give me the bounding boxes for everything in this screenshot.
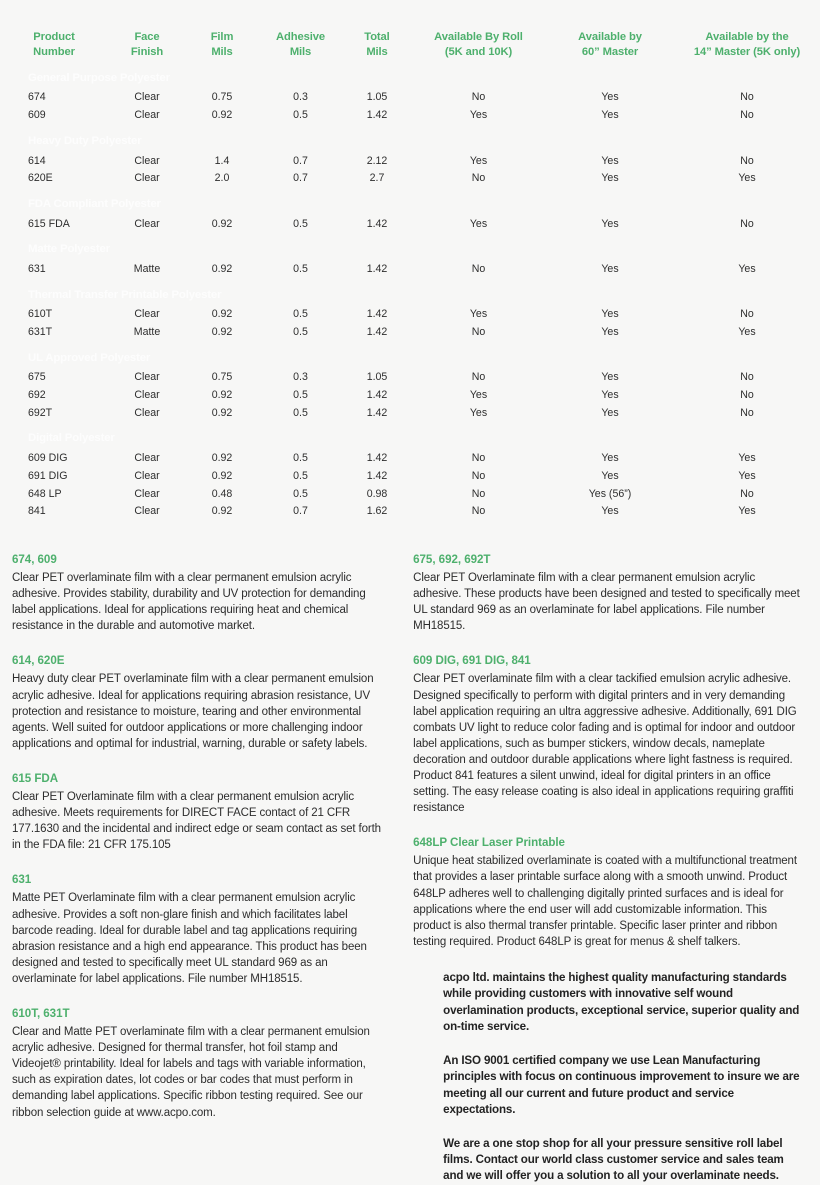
- cell-available-by-14-master: No: [740, 154, 754, 167]
- column-header-line2: Mils: [289, 45, 312, 58]
- product-description-title: 648LP Clear Laser Printable: [413, 836, 565, 850]
- cell-available-by-14-master: No: [740, 371, 754, 384]
- cell-available-by-14-master: No: [740, 109, 754, 122]
- cell-film-mils: 0.48: [211, 487, 233, 500]
- cell-face-finish: Clear: [134, 308, 160, 321]
- cell-film-mils: 1.4: [214, 154, 230, 167]
- product-description-block: [12, 653, 389, 752]
- cell-face-finish: Matte: [133, 325, 161, 338]
- cell-adhesive-mils: 0.5: [293, 308, 308, 321]
- cell-available-by-60-master: Yes: [601, 452, 619, 465]
- company-statement: acpo ltd. maintains the highest quality manufacturing standards while providing customers with innovative self wound overlamination products, exceptional service, superior quality and on-time service.: [443, 970, 800, 1034]
- product-description-body: Clear and Matte PET overlaminate film with a clear permanent emulsion acrylic adhesive. Designed for thermal transfer, hot foil stamp and Videojet® printability. Ideal for labels and tags with variable information, such as expiration dates, lot codes or bar codes that must perform in demanding label applications. Specific ribbon testing required. See our ribbon selection guide at www.acpo.com.: [12, 1026, 370, 1119]
- cell-available-by-60-master: Yes: [601, 109, 619, 122]
- cell-available-by-roll: Yes: [469, 217, 488, 230]
- cell-available-by-60-master: Yes: [601, 469, 619, 482]
- column-header-available-by-14-master: [674, 30, 820, 67]
- product-description-title: 674, 609: [12, 552, 57, 566]
- company-statements: [413, 970, 802, 1185]
- cell-available-by-60-master: Yes: [601, 172, 619, 185]
- product-descriptions-area: [0, 526, 820, 1185]
- product-description-block: [413, 835, 802, 950]
- cell-total-mils: 1.42: [366, 262, 388, 275]
- descriptions-right-column: [407, 552, 802, 1185]
- table-row: [0, 468, 820, 486]
- product-description-block: [413, 552, 802, 634]
- column-header-line1: Available By Roll: [434, 31, 523, 43]
- column-header-line1: Product: [33, 31, 75, 43]
- cell-film-mils: 0.75: [211, 371, 233, 384]
- cell-total-mils: 2.12: [366, 154, 388, 167]
- cell-available-by-14-master: Yes: [738, 325, 756, 338]
- cell-available-by-roll: No: [471, 172, 486, 185]
- cell-adhesive-mils: 0.5: [293, 389, 308, 402]
- cell-total-mils: 1.42: [366, 452, 388, 465]
- table-row: [0, 450, 820, 468]
- cell-product-number: 609 DIG: [28, 452, 68, 465]
- cell-product-number: 841: [28, 505, 46, 518]
- table-row: [0, 405, 820, 423]
- column-header-line2: Number: [33, 45, 75, 58]
- product-description-block: [12, 872, 389, 987]
- table-row: [0, 89, 820, 107]
- column-header-line2: 60” Master: [581, 45, 639, 58]
- product-specification-table: [0, 30, 820, 526]
- cell-product-number: 674: [28, 91, 46, 104]
- cell-face-finish: Matte: [133, 262, 161, 275]
- product-description-body: Clear PET overlaminate film with a clear tackified emulsion acrylic adhesive. Designed specifically to perform with digital printers and in very demanding label application requiring an ultra aggressive adhesive. Additionally, 691 DIG combats UV light to reduce color fading and is optimal for indoor and outdoor label applications, such as bumper stickers, window decals, nameplate decoration and outdoor durable applications where light fastness is required. Product 841 features a silent unwind, ideal for digital printers in an office setting. The easy release coating is also ideal in applications requiring graffiti resistance: [413, 673, 797, 815]
- cell-adhesive-mils: 0.7: [293, 505, 308, 518]
- column-header-line2: Mils: [211, 45, 233, 58]
- product-description-body: Unique heat stabilized overlaminate is coated with a multifunctional treatment that provides a laser printable surface along with a smooth unwind. Product 648LP adheres well to challenging digitally printed surfaces and is ideal for applications where the end user will add customizable information. This product is also thermal transfer printable. Specific laser printer and ribbon testing required. Product 648LP is great for menus & shelf talkers.: [413, 855, 797, 948]
- cell-face-finish: Clear: [134, 406, 160, 419]
- column-header-adhesive-mils: [258, 30, 343, 67]
- cell-product-number: 692: [28, 389, 46, 402]
- cell-available-by-roll: No: [471, 371, 486, 384]
- column-header-line1: Available by the: [705, 31, 789, 43]
- cell-available-by-roll: Yes: [469, 154, 488, 167]
- table-body: [0, 67, 820, 526]
- cell-available-by-60-master: Yes: [601, 154, 619, 167]
- cell-available-by-roll: Yes: [469, 308, 488, 321]
- table-group-heading: Heavy Duty Polyester: [28, 134, 142, 147]
- cell-adhesive-mils: 0.5: [293, 469, 308, 482]
- cell-available-by-60-master: Yes: [601, 262, 619, 275]
- cell-film-mils: 0.92: [211, 389, 233, 402]
- cell-available-by-roll: No: [471, 325, 486, 338]
- table-row: [0, 369, 820, 387]
- cell-film-mils: 0.92: [211, 262, 233, 275]
- product-description-block: [12, 552, 389, 634]
- cell-available-by-roll: No: [471, 487, 486, 500]
- cell-total-mils: 2.7: [369, 172, 385, 185]
- product-description-title: 609 DIG, 691 DIG, 841: [413, 654, 531, 668]
- cell-available-by-roll: No: [471, 505, 486, 518]
- cell-face-finish: Clear: [134, 154, 160, 167]
- column-header-line1: Available by: [578, 31, 642, 43]
- product-description-title: 614, 620E: [12, 654, 65, 668]
- cell-available-by-14-master: No: [740, 91, 754, 104]
- cell-total-mils: 1.42: [366, 389, 388, 402]
- cell-face-finish: Clear: [134, 371, 160, 384]
- column-header-film-mils: [186, 30, 258, 67]
- cell-available-by-14-master: Yes: [738, 452, 756, 465]
- column-header-total-mils: [343, 30, 411, 67]
- product-description-block: [12, 1006, 389, 1121]
- column-header-line1: Face: [134, 31, 160, 43]
- product-description-body: Clear PET Overlaminate film with a clear permanent emulsion acrylic adhesive. These products have been designed and tested to specifically meet UL standard 969 as an overlaminate for label applications. File number MH18515.: [413, 572, 800, 633]
- cell-face-finish: Clear: [134, 452, 160, 465]
- cell-film-mils: 0.92: [211, 452, 233, 465]
- cell-product-number: 610T: [28, 308, 53, 321]
- table-group-heading-row: [0, 67, 820, 90]
- cell-available-by-60-master: Yes: [601, 217, 619, 230]
- product-description-title: 675, 692, 692T: [413, 552, 491, 566]
- table-group-heading: FDA Compliant Polyester: [28, 197, 161, 210]
- cell-product-number: 648 LP: [28, 487, 62, 500]
- table-group-heading-row: [0, 284, 820, 307]
- product-description-title: 610T, 631T: [12, 1006, 70, 1020]
- cell-available-by-roll: Yes: [469, 406, 488, 419]
- cell-film-mils: 0.92: [211, 406, 233, 419]
- table-row: [0, 107, 820, 125]
- table-row: [0, 170, 820, 188]
- cell-face-finish: Clear: [134, 389, 160, 402]
- descriptions-left-column: [12, 552, 407, 1185]
- table-group-heading-row: [0, 130, 820, 153]
- cell-adhesive-mils: 0.5: [293, 325, 308, 338]
- cell-face-finish: Clear: [134, 505, 160, 518]
- cell-total-mils: 1.05: [366, 371, 388, 384]
- table-group-heading: Digital Polyester: [28, 432, 115, 445]
- cell-adhesive-mils: 0.3: [293, 91, 308, 104]
- column-header-available-by-roll: [411, 30, 546, 67]
- cell-film-mils: 2.0: [214, 172, 230, 185]
- cell-film-mils: 0.92: [211, 217, 233, 230]
- cell-available-by-14-master: No: [740, 487, 754, 500]
- cell-available-by-roll: Yes: [469, 389, 488, 402]
- cell-total-mils: 1.42: [366, 109, 388, 122]
- column-header-line2: 14” Master (5K only): [693, 45, 801, 58]
- cell-face-finish: Clear: [134, 469, 160, 482]
- cell-total-mils: 1.42: [366, 469, 388, 482]
- table-group-heading-row: [0, 238, 820, 261]
- column-header-line2: Finish: [130, 45, 164, 58]
- table-row: [0, 324, 820, 342]
- product-description-title: 631: [12, 873, 32, 887]
- cell-adhesive-mils: 0.5: [293, 452, 308, 465]
- cell-available-by-roll: No: [471, 262, 486, 275]
- cell-available-by-14-master: No: [740, 389, 754, 402]
- table-group-heading: General Purpose Polyester: [28, 71, 170, 84]
- table-row: [0, 306, 820, 324]
- table-row: [0, 387, 820, 405]
- table-group-heading: UL Approved Polyester: [28, 351, 151, 364]
- cell-product-number: 609: [28, 109, 46, 122]
- cell-adhesive-mils: 0.7: [293, 154, 308, 167]
- cell-available-by-60-master: Yes: [601, 91, 619, 104]
- cell-available-by-60-master: Yes: [601, 325, 619, 338]
- cell-available-by-14-master: No: [740, 217, 754, 230]
- cell-available-by-14-master: Yes: [738, 172, 756, 185]
- table-row: [0, 216, 820, 234]
- cell-available-by-roll: No: [471, 469, 486, 482]
- column-header-line2: (5K and 10K): [444, 45, 513, 58]
- cell-face-finish: Clear: [134, 217, 160, 230]
- cell-total-mils: 1.42: [366, 325, 388, 338]
- column-header-line1: Film: [210, 31, 234, 43]
- cell-available-by-60-master: Yes: [601, 505, 619, 518]
- cell-product-number: 614: [28, 154, 46, 167]
- cell-available-by-14-master: No: [740, 308, 754, 321]
- company-statement: We are a one stop shop for all your pressure sensitive roll label films. Contact our world class customer service and sales team and we will offer you a solution to all your overlaminate needs.: [443, 1136, 784, 1183]
- cell-film-mils: 0.92: [211, 308, 233, 321]
- product-description-block: [413, 653, 802, 816]
- cell-total-mils: 1.05: [366, 91, 388, 104]
- cell-available-by-14-master: Yes: [738, 469, 756, 482]
- table-row: [0, 503, 820, 521]
- cell-product-number: 675: [28, 371, 46, 384]
- cell-total-mils: 1.42: [366, 217, 388, 230]
- column-header-line1: Adhesive: [276, 31, 325, 43]
- cell-available-by-14-master: No: [740, 406, 754, 419]
- column-header-face-finish: [108, 30, 186, 67]
- cell-total-mils: 0.98: [366, 487, 388, 500]
- cell-face-finish: Clear: [134, 487, 160, 500]
- cell-adhesive-mils: 0.3: [293, 371, 308, 384]
- cell-available-by-60-master: Yes (56”): [588, 487, 632, 500]
- cell-available-by-14-master: Yes: [738, 262, 756, 275]
- table-row: [0, 152, 820, 170]
- product-description-block: [12, 771, 389, 853]
- cell-available-by-60-master: Yes: [601, 406, 619, 419]
- cell-adhesive-mils: 0.7: [293, 172, 308, 185]
- cell-film-mils: 0.92: [211, 505, 233, 518]
- cell-adhesive-mils: 0.5: [293, 217, 308, 230]
- column-header-product-number: [0, 30, 108, 67]
- table-group-heading-row: [0, 427, 820, 450]
- product-spec-sheet-page: [0, 30, 820, 1183]
- cell-total-mils: 1.62: [366, 505, 388, 518]
- table-header-row: [0, 30, 820, 67]
- cell-product-number: 692T: [28, 406, 53, 419]
- cell-adhesive-mils: 0.5: [293, 406, 308, 419]
- column-header-available-by-60-master: [546, 30, 674, 67]
- cell-product-number: 615 FDA: [28, 217, 70, 230]
- product-description-body: Clear PET overlaminate film with a clear permanent emulsion acrylic adhesive. Provides stability, durability and UV protection for demanding label applications. Ideal for applications requiring heat and chemical resistance in the durable and automotive market.: [12, 572, 366, 633]
- column-header-line2: Mils: [366, 45, 388, 58]
- cell-adhesive-mils: 0.5: [293, 109, 308, 122]
- product-description-body: Clear PET Overlaminate film with a clear permanent emulsion acrylic adhesive. Meets requirements for DIRECT FACE contact of 21 CFR 177.1630 and the incidental and indirect edge or seam contact as set forth in the FDA file: 21 CFR 175.105: [12, 790, 381, 852]
- cell-total-mils: 1.42: [366, 308, 388, 321]
- cell-available-by-roll: Yes: [469, 109, 488, 122]
- product-description-body: Heavy duty clear PET overlaminate film with a clear permanent emulsion acrylic adhesive. Ideal for applications requiring abrasion resistance, UV protection and resistance to moisture, tearing and other environmental agents. Well suited for outdoor applications or more challenging indoor applications and optimal for industrial, warning, durable or safety labels.: [12, 673, 374, 750]
- cell-product-number: 631T: [28, 325, 53, 338]
- column-header-line1: Total: [364, 31, 390, 43]
- table-header: [0, 30, 820, 67]
- cell-product-number: 620E: [28, 172, 53, 185]
- company-statement: An ISO 9001 certified company we use Lean Manufacturing principles with focus on continuous improvement to insure we are meeting all our current and future product and service expectations.: [443, 1053, 800, 1117]
- cell-available-by-roll: No: [471, 452, 486, 465]
- cell-film-mils: 0.92: [211, 325, 233, 338]
- cell-film-mils: 0.92: [211, 109, 233, 122]
- product-description-body: Matte PET Overlaminate film with a clear permanent emulsion acrylic adhesive. Provides a soft non-glare finish and which facilitates label barcode reading. Ideal for durable label and tag applications requiring abrasion resistance and a high end appearance. This product has been designed and tested to specifically meet UL standard 969 as an overlaminate for label applications. File number MH18515.: [12, 892, 367, 985]
- cell-film-mils: 0.75: [211, 91, 233, 104]
- descriptions-right-list: [413, 552, 802, 950]
- cell-available-by-60-master: Yes: [601, 389, 619, 402]
- table-group-heading-row: [0, 193, 820, 216]
- cell-product-number: 631: [28, 262, 46, 275]
- product-description-title: 615 FDA: [12, 771, 59, 785]
- cell-adhesive-mils: 0.5: [293, 262, 308, 275]
- cell-film-mils: 0.92: [211, 469, 233, 482]
- cell-available-by-60-master: Yes: [601, 371, 619, 384]
- table-group-heading-row: [0, 347, 820, 370]
- cell-face-finish: Clear: [134, 91, 160, 104]
- table-group-heading: Thermal Transfer Printable Polyester: [28, 288, 222, 301]
- cell-total-mils: 1.42: [366, 406, 388, 419]
- table-group-heading: Matte Polyester: [28, 243, 110, 256]
- table-row: [0, 261, 820, 279]
- cell-available-by-60-master: Yes: [601, 308, 619, 321]
- cell-available-by-roll: No: [471, 91, 486, 104]
- cell-product-number: 691 DIG: [28, 469, 68, 482]
- cell-available-by-14-master: Yes: [738, 505, 756, 518]
- cell-face-finish: Clear: [134, 109, 160, 122]
- table-row: [0, 485, 820, 503]
- cell-adhesive-mils: 0.5: [293, 487, 308, 500]
- cell-face-finish: Clear: [134, 172, 160, 185]
